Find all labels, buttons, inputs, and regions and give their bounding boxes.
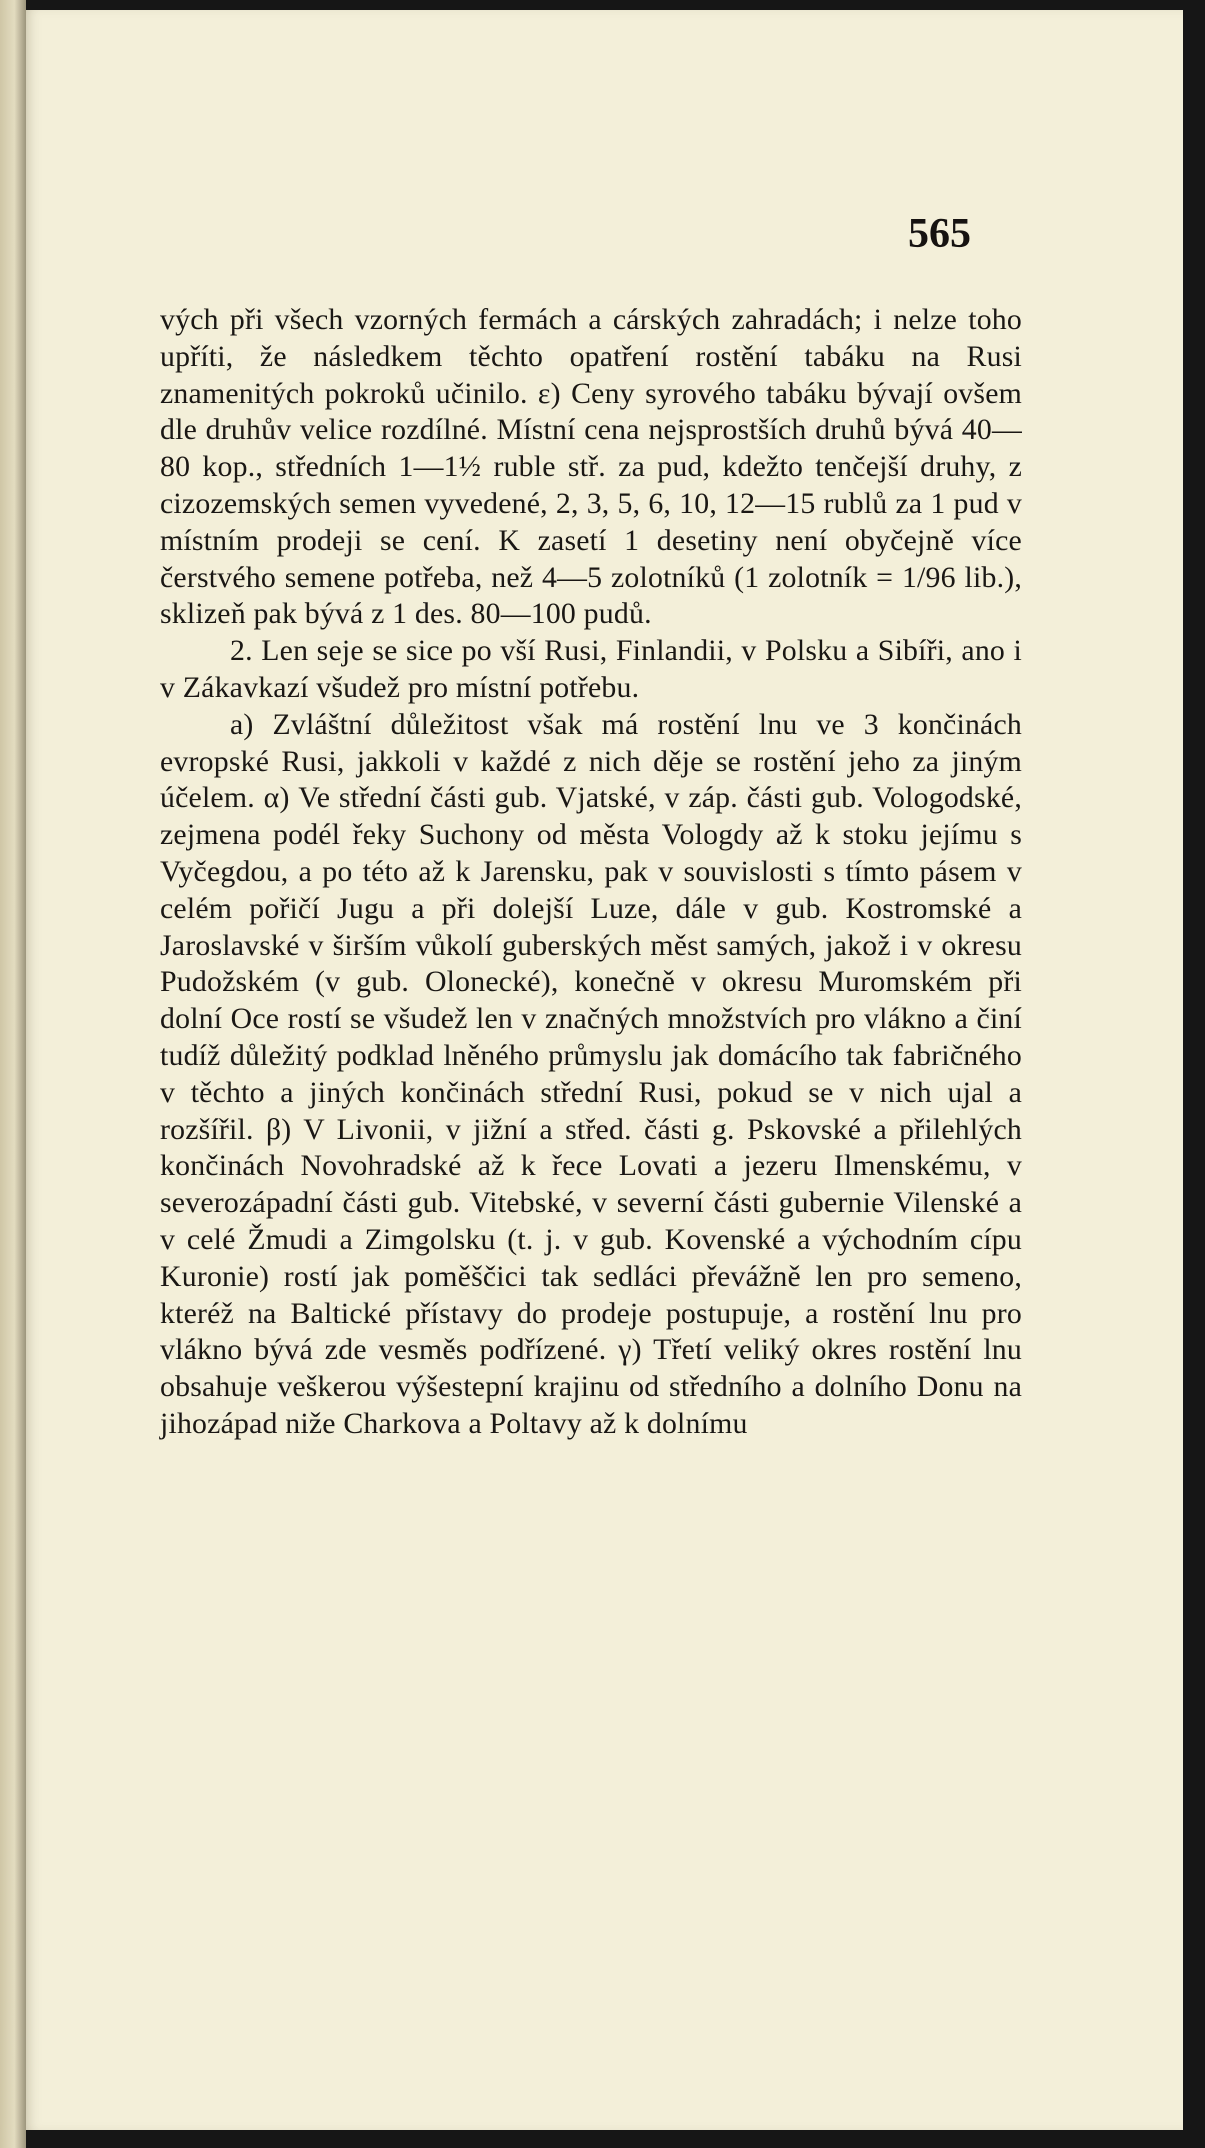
- book-page: [26, 10, 1183, 2130]
- paragraph: a) Zvláštní důležitost však má rostění lnu ve 3 končinách evropské Rusi, jakkoli v každé z nich děje se rostění jeho za jiným účelem. α) Ve střední části gub. Vjatské, v záp. části gub. Vologodské, zejmena podél řeky Suchony od města Vologdy až k stoku jejímu s Vyčegdou, a po této až k Jarensku, pak v souvislosti s tímto pásem v celém pořičí Jugu a při dolejší Luze, dále v gub. Kostromské a Jaroslavské v širším vůkolí guberských měst samých, jakož i v okresu Pudožském (v gub. Olonecké), konečně v okresu Muromském při dolní Oce rostí se všudež len v značných množstvích pro vlákno a činí tudíž důležitý podklad lněného průmyslu jak domácího tak fabričného v těchto a jiných končinách střední Rusi, pokud se v nich ujal a rozšířil. β) V Livonii, v jižní a střed. části g. Pskovské a přilehlých končinách Novohradské až k řece Lovati a jezeru Ilmenskému, v severozápadní části gub. Vitebské, v severní části gubernie Vilenské a v celé Žmudi a Zimgolsku (t. j. v gub. Kovenské a východním cípu Kuronie) rostí jak poměščici tak sedláci převážně len pro semeno, kteréž na Baltické přístavy do prodeje postupuje, a rostění lnu pro vlákno bývá zde vesměs podřízené. γ) Třetí veliký okres rostění lnu obsahuje veškerou výšestepní krajinu od středního a dolního Donu na jihozápad niže Charkova a Poltavy až k dolnímu: [160, 707, 1022, 1440]
- paragraph: vých při všech vzorných fermách a cárských zahradách; i nelze toho upříti, že následkem těchto opatření rostění tabáku na Rusi znamenitých pokroků učinilo. ε) Ceny syrového tabáku bývají ovšem dle druhův velice rozdílné. Místní cena nejsprostších druhů bývá 40—80 kop., středních 1—1½ ruble stř. za pud, kdežto tenčejší druhy, z cizozemských semen vyvedené, 2, 3, 5, 6, 10, 12—15 rublů za 1 pud v místním prodeji se cení. K zasetí 1 desetiny není obyčejně více čerstvého semene potřeba, než 4—5 zolotníků (1 zolotník = 1/96 lib.), sklizeň pak bývá z 1 des. 80—100 pudů.: [160, 303, 1022, 631]
- body-text: [160, 302, 1022, 1443]
- paragraph: 2. Len seje se sice po vší Rusi, Finlandii, v Polsku a Sibíři, ano i v Zákavkazí všudež pro místní potřebu.: [160, 634, 1022, 704]
- left-page-edge: [0, 0, 26, 2148]
- page-number: 565: [908, 211, 971, 257]
